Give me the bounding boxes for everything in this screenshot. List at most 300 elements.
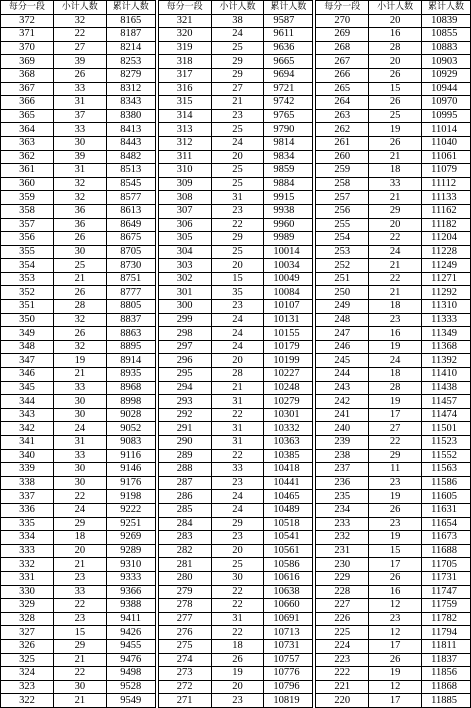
table-row <box>1 571 156 585</box>
score-cell: 348 <box>1 340 54 354</box>
subtotal-cell: 31 <box>211 612 264 626</box>
subtotal-cell: 32 <box>53 14 106 28</box>
cumulative-cell: 11631 <box>422 503 471 517</box>
header-subtotal-count: 小计人数 <box>211 1 264 15</box>
header-row <box>316 1 471 15</box>
table-row <box>1 313 156 327</box>
subtotal-cell: 23 <box>53 612 106 626</box>
table-row <box>1 109 156 123</box>
subtotal-cell: 17 <box>369 639 422 653</box>
cumulative-cell: 9455 <box>106 639 155 653</box>
subtotal-cell: 24 <box>369 245 422 259</box>
cumulative-cell: 9814 <box>264 136 313 150</box>
table-row <box>158 204 313 218</box>
score-cell: 296 <box>158 354 211 368</box>
table-row <box>316 136 471 150</box>
subtotal-cell: 25 <box>211 245 264 259</box>
cumulative-cell: 10691 <box>264 612 313 626</box>
cumulative-cell: 10034 <box>264 259 313 273</box>
score-cell: 332 <box>1 558 54 572</box>
table-row <box>158 639 313 653</box>
cumulative-cell: 11837 <box>422 653 471 667</box>
subtotal-cell: 12 <box>369 599 422 613</box>
cumulative-cell: 10561 <box>264 544 313 558</box>
table-row <box>158 381 313 395</box>
table-row <box>1 177 156 191</box>
score-cell: 361 <box>1 164 54 178</box>
table-row <box>316 531 471 545</box>
subtotal-cell: 23 <box>211 109 264 123</box>
subtotal-cell: 17 <box>369 694 422 708</box>
subtotal-cell: 23 <box>211 694 264 708</box>
score-cell: 221 <box>316 680 369 694</box>
score-cell: 263 <box>316 109 369 123</box>
subtotal-cell: 25 <box>369 109 422 123</box>
table-row <box>1 28 156 42</box>
subtotal-cell: 24 <box>211 490 264 504</box>
table-row <box>1 531 156 545</box>
score-cell: 288 <box>158 463 211 477</box>
score-cell: 287 <box>158 476 211 490</box>
score-cell: 273 <box>158 667 211 681</box>
cumulative-cell: 8863 <box>106 327 155 341</box>
table-row <box>1 612 156 626</box>
score-cell: 240 <box>316 422 369 436</box>
score-cell: 360 <box>1 177 54 191</box>
subtotal-cell: 20 <box>369 55 422 69</box>
subtotal-cell: 23 <box>211 300 264 314</box>
table-row <box>1 368 156 382</box>
cumulative-cell: 11705 <box>422 558 471 572</box>
cumulative-cell: 9938 <box>264 204 313 218</box>
subtotal-cell: 24 <box>53 422 106 436</box>
subtotal-cell: 29 <box>53 639 106 653</box>
score-cell: 225 <box>316 626 369 640</box>
score-cell: 335 <box>1 517 54 531</box>
table-row <box>316 232 471 246</box>
subtotal-cell: 39 <box>53 55 106 69</box>
score-cell: 293 <box>158 395 211 409</box>
cumulative-cell: 11438 <box>422 381 471 395</box>
table-row <box>158 612 313 626</box>
table-row <box>1 694 156 708</box>
subtotal-cell: 27 <box>369 422 422 436</box>
subtotal-cell: 21 <box>369 286 422 300</box>
score-cell: 290 <box>158 436 211 450</box>
subtotal-cell: 22 <box>53 490 106 504</box>
cumulative-cell: 8914 <box>106 354 155 368</box>
cumulative-cell: 9960 <box>264 218 313 232</box>
score-cell: 363 <box>1 136 54 150</box>
cumulative-cell: 9498 <box>106 667 155 681</box>
score-cell: 227 <box>316 599 369 613</box>
cumulative-cell: 11410 <box>422 368 471 382</box>
subtotal-cell: 31 <box>53 96 106 110</box>
subtotal-cell: 25 <box>211 41 264 55</box>
score-cell: 303 <box>158 259 211 273</box>
header-cumulative-count: 累计人数 <box>264 1 313 15</box>
score-cell: 295 <box>158 368 211 382</box>
score-cell: 291 <box>158 422 211 436</box>
subtotal-cell: 23 <box>211 204 264 218</box>
subtotal-cell: 30 <box>53 463 106 477</box>
subtotal-cell: 17 <box>369 408 422 422</box>
table-row <box>1 232 156 246</box>
table-row <box>316 14 471 28</box>
score-cell: 310 <box>158 164 211 178</box>
cumulative-cell: 8777 <box>106 286 155 300</box>
score-cell: 338 <box>1 476 54 490</box>
score-cell: 271 <box>158 694 211 708</box>
score-cell: 353 <box>1 272 54 286</box>
subtotal-cell: 19 <box>369 395 422 409</box>
subtotal-cell: 20 <box>211 354 264 368</box>
subtotal-cell: 22 <box>211 408 264 422</box>
score-cell: 253 <box>316 245 369 259</box>
subtotal-cell: 22 <box>53 28 106 42</box>
score-cell: 322 <box>1 694 54 708</box>
score-cell: 359 <box>1 191 54 205</box>
cumulative-cell: 11457 <box>422 395 471 409</box>
table-row <box>158 571 313 585</box>
cumulative-cell: 11868 <box>422 680 471 694</box>
subtotal-cell: 19 <box>53 354 106 368</box>
table-row <box>1 218 156 232</box>
subtotal-cell: 35 <box>211 286 264 300</box>
cumulative-cell: 8187 <box>106 28 155 42</box>
cumulative-cell: 11392 <box>422 354 471 368</box>
subtotal-cell: 22 <box>53 667 106 681</box>
table-row <box>158 41 313 55</box>
score-cell: 264 <box>316 96 369 110</box>
cumulative-cell: 9083 <box>106 436 155 450</box>
cumulative-cell: 8705 <box>106 245 155 259</box>
cumulative-cell: 8380 <box>106 109 155 123</box>
cumulative-cell: 10855 <box>422 28 471 42</box>
table-row <box>316 272 471 286</box>
score-cell: 308 <box>158 191 211 205</box>
cumulative-cell: 11079 <box>422 164 471 178</box>
table-row <box>1 449 156 463</box>
score-cell: 243 <box>316 381 369 395</box>
table-row <box>316 558 471 572</box>
subtotal-cell: 29 <box>211 232 264 246</box>
cumulative-cell: 9116 <box>106 449 155 463</box>
subtotal-cell: 24 <box>211 28 264 42</box>
subtotal-cell: 27 <box>53 41 106 55</box>
table-row <box>158 150 313 164</box>
table-row <box>316 422 471 436</box>
cumulative-cell: 8577 <box>106 191 155 205</box>
score-cell: 356 <box>1 232 54 246</box>
subtotal-cell: 16 <box>369 327 422 341</box>
score-cell: 226 <box>316 612 369 626</box>
cumulative-cell: 9528 <box>106 680 155 694</box>
subtotal-cell: 30 <box>53 680 106 694</box>
subtotal-cell: 22 <box>369 232 422 246</box>
subtotal-cell: 12 <box>369 626 422 640</box>
subtotal-cell: 30 <box>53 245 106 259</box>
table-row <box>158 503 313 517</box>
subtotal-cell: 28 <box>53 300 106 314</box>
table-row <box>158 327 313 341</box>
subtotal-cell: 30 <box>53 136 106 150</box>
score-cell: 242 <box>316 395 369 409</box>
table-row <box>316 245 471 259</box>
score-cell: 246 <box>316 340 369 354</box>
subtotal-cell: 32 <box>53 340 106 354</box>
subtotal-cell: 20 <box>369 14 422 28</box>
subtotal-cell: 25 <box>211 123 264 137</box>
subtotal-cell: 23 <box>369 517 422 531</box>
table-row <box>1 436 156 450</box>
score-cell: 311 <box>158 150 211 164</box>
table-row <box>1 340 156 354</box>
score-cell: 336 <box>1 503 54 517</box>
cumulative-cell: 11501 <box>422 422 471 436</box>
subtotal-cell: 11 <box>369 463 422 477</box>
table-row <box>158 626 313 640</box>
score-cell: 320 <box>158 28 211 42</box>
table-row <box>316 639 471 653</box>
subtotal-cell: 36 <box>53 204 106 218</box>
header-subtotal-count: 小计人数 <box>369 1 422 15</box>
cumulative-cell: 11292 <box>422 286 471 300</box>
cumulative-cell: 10332 <box>264 422 313 436</box>
subtotal-cell: 26 <box>369 653 422 667</box>
table-row <box>316 517 471 531</box>
score-cell: 323 <box>1 680 54 694</box>
header-cumulative-count: 累计人数 <box>422 1 471 15</box>
table-row <box>158 218 313 232</box>
score-cell: 297 <box>158 340 211 354</box>
subtotal-cell: 18 <box>53 531 106 545</box>
cumulative-cell: 8613 <box>106 204 155 218</box>
table-row <box>158 14 313 28</box>
table-row <box>316 204 471 218</box>
table-row <box>316 259 471 273</box>
subtotal-cell: 29 <box>211 55 264 69</box>
cumulative-cell: 10903 <box>422 55 471 69</box>
subtotal-cell: 30 <box>211 571 264 585</box>
subtotal-cell: 29 <box>369 204 422 218</box>
subtotal-cell: 12 <box>369 680 422 694</box>
cumulative-cell: 11182 <box>422 218 471 232</box>
score-cell: 317 <box>158 68 211 82</box>
subtotal-cell: 32 <box>53 313 106 327</box>
header-score-segment: 每分一段 <box>1 1 54 15</box>
score-cell: 224 <box>316 639 369 653</box>
cumulative-cell: 10179 <box>264 340 313 354</box>
score-cell: 254 <box>316 232 369 246</box>
cumulative-cell: 9742 <box>264 96 313 110</box>
cumulative-cell: 11563 <box>422 463 471 477</box>
table-row <box>1 123 156 137</box>
score-cell: 294 <box>158 381 211 395</box>
cumulative-cell: 10489 <box>264 503 313 517</box>
score-cell: 248 <box>316 313 369 327</box>
cumulative-cell: 11747 <box>422 585 471 599</box>
score-cell: 318 <box>158 55 211 69</box>
table-row <box>316 191 471 205</box>
score-cell: 289 <box>158 449 211 463</box>
cumulative-cell: 10248 <box>264 381 313 395</box>
subtotal-cell: 21 <box>53 272 106 286</box>
table-row <box>158 96 313 110</box>
cumulative-cell: 8279 <box>106 68 155 82</box>
subtotal-cell: 21 <box>211 381 264 395</box>
table-row <box>158 531 313 545</box>
subtotal-cell: 19 <box>369 531 422 545</box>
table-row <box>158 109 313 123</box>
score-cell: 252 <box>316 259 369 273</box>
cumulative-cell: 11204 <box>422 232 471 246</box>
table-row <box>158 599 313 613</box>
table-row <box>1 55 156 69</box>
score-cell: 313 <box>158 123 211 137</box>
table-row <box>158 123 313 137</box>
cumulative-cell: 11228 <box>422 245 471 259</box>
score-cell: 282 <box>158 544 211 558</box>
table-row <box>158 259 313 273</box>
table-row <box>1 286 156 300</box>
cumulative-cell: 10970 <box>422 96 471 110</box>
subtotal-cell: 19 <box>369 340 422 354</box>
cumulative-cell: 11731 <box>422 571 471 585</box>
score-cell: 220 <box>316 694 369 708</box>
subtotal-cell: 23 <box>369 313 422 327</box>
table-row <box>1 14 156 28</box>
score-cell: 304 <box>158 245 211 259</box>
table-row <box>158 245 313 259</box>
cumulative-cell: 11794 <box>422 626 471 640</box>
subtotal-cell: 24 <box>53 503 106 517</box>
subtotal-cell: 23 <box>211 476 264 490</box>
table-row <box>316 109 471 123</box>
subtotal-cell: 24 <box>369 354 422 368</box>
score-cell: 357 <box>1 218 54 232</box>
table-row <box>316 599 471 613</box>
score-cell: 298 <box>158 327 211 341</box>
table-row <box>316 28 471 42</box>
score-cell: 366 <box>1 96 54 110</box>
table-row <box>158 585 313 599</box>
score-cell: 262 <box>316 123 369 137</box>
score-cell: 305 <box>158 232 211 246</box>
header-row <box>1 1 156 15</box>
score-cell: 369 <box>1 55 54 69</box>
table-row <box>1 422 156 436</box>
score-cell: 307 <box>158 204 211 218</box>
score-cell: 285 <box>158 503 211 517</box>
score-cell: 300 <box>158 300 211 314</box>
table-row <box>158 340 313 354</box>
header-cumulative-count: 累计人数 <box>106 1 155 15</box>
subtotal-cell: 15 <box>369 544 422 558</box>
table-row <box>316 123 471 137</box>
score-cell: 370 <box>1 41 54 55</box>
cumulative-cell: 10995 <box>422 109 471 123</box>
table-row <box>316 408 471 422</box>
cumulative-cell: 11552 <box>422 449 471 463</box>
table-row <box>1 490 156 504</box>
table-row <box>1 395 156 409</box>
score-cell: 330 <box>1 585 54 599</box>
table-row <box>316 218 471 232</box>
header-subtotal-count: 小计人数 <box>53 1 106 15</box>
score-cell: 260 <box>316 150 369 164</box>
score-cell: 259 <box>316 164 369 178</box>
subtotal-cell: 33 <box>53 82 106 96</box>
subtotal-cell: 33 <box>53 585 106 599</box>
cumulative-cell: 8649 <box>106 218 155 232</box>
cumulative-cell: 8998 <box>106 395 155 409</box>
cumulative-cell: 10014 <box>264 245 313 259</box>
score-cell: 302 <box>158 272 211 286</box>
table-row <box>1 408 156 422</box>
score-cell: 236 <box>316 476 369 490</box>
table-row <box>158 422 313 436</box>
cumulative-cell: 11759 <box>422 599 471 613</box>
subtotal-cell: 25 <box>211 177 264 191</box>
table-row <box>158 694 313 708</box>
cumulative-cell: 11310 <box>422 300 471 314</box>
subtotal-cell: 32 <box>53 177 106 191</box>
table-row <box>1 599 156 613</box>
subtotal-cell: 20 <box>369 218 422 232</box>
subtotal-cell: 23 <box>369 612 422 626</box>
subtotal-cell: 28 <box>369 381 422 395</box>
cumulative-cell: 10796 <box>264 680 313 694</box>
cumulative-cell: 10107 <box>264 300 313 314</box>
score-cell: 245 <box>316 354 369 368</box>
table-row <box>158 463 313 477</box>
cumulative-cell: 10929 <box>422 68 471 82</box>
cumulative-cell: 8312 <box>106 82 155 96</box>
table-row <box>1 354 156 368</box>
subtotal-cell: 16 <box>369 28 422 42</box>
cumulative-cell: 9146 <box>106 463 155 477</box>
score-cell: 339 <box>1 463 54 477</box>
table-row <box>316 653 471 667</box>
score-cell: 326 <box>1 639 54 653</box>
table-row <box>316 164 471 178</box>
subtotal-cell: 26 <box>369 136 422 150</box>
cumulative-cell: 8935 <box>106 368 155 382</box>
table-row <box>316 436 471 450</box>
subtotal-cell: 15 <box>369 82 422 96</box>
cumulative-cell: 10839 <box>422 14 471 28</box>
subtotal-cell: 18 <box>369 300 422 314</box>
table-row <box>1 381 156 395</box>
table-row <box>158 286 313 300</box>
table-row <box>158 517 313 531</box>
table-row <box>316 381 471 395</box>
subtotal-cell: 23 <box>369 476 422 490</box>
cumulative-cell: 11811 <box>422 639 471 653</box>
cumulative-cell: 10441 <box>264 476 313 490</box>
table-row <box>158 28 313 42</box>
table-row <box>316 354 471 368</box>
table-row <box>158 544 313 558</box>
score-cell: 331 <box>1 571 54 585</box>
score-cell: 249 <box>316 300 369 314</box>
cumulative-cell: 11349 <box>422 327 471 341</box>
subtotal-cell: 22 <box>211 599 264 613</box>
table-row <box>1 585 156 599</box>
subtotal-cell: 38 <box>211 14 264 28</box>
subtotal-cell: 31 <box>211 395 264 409</box>
